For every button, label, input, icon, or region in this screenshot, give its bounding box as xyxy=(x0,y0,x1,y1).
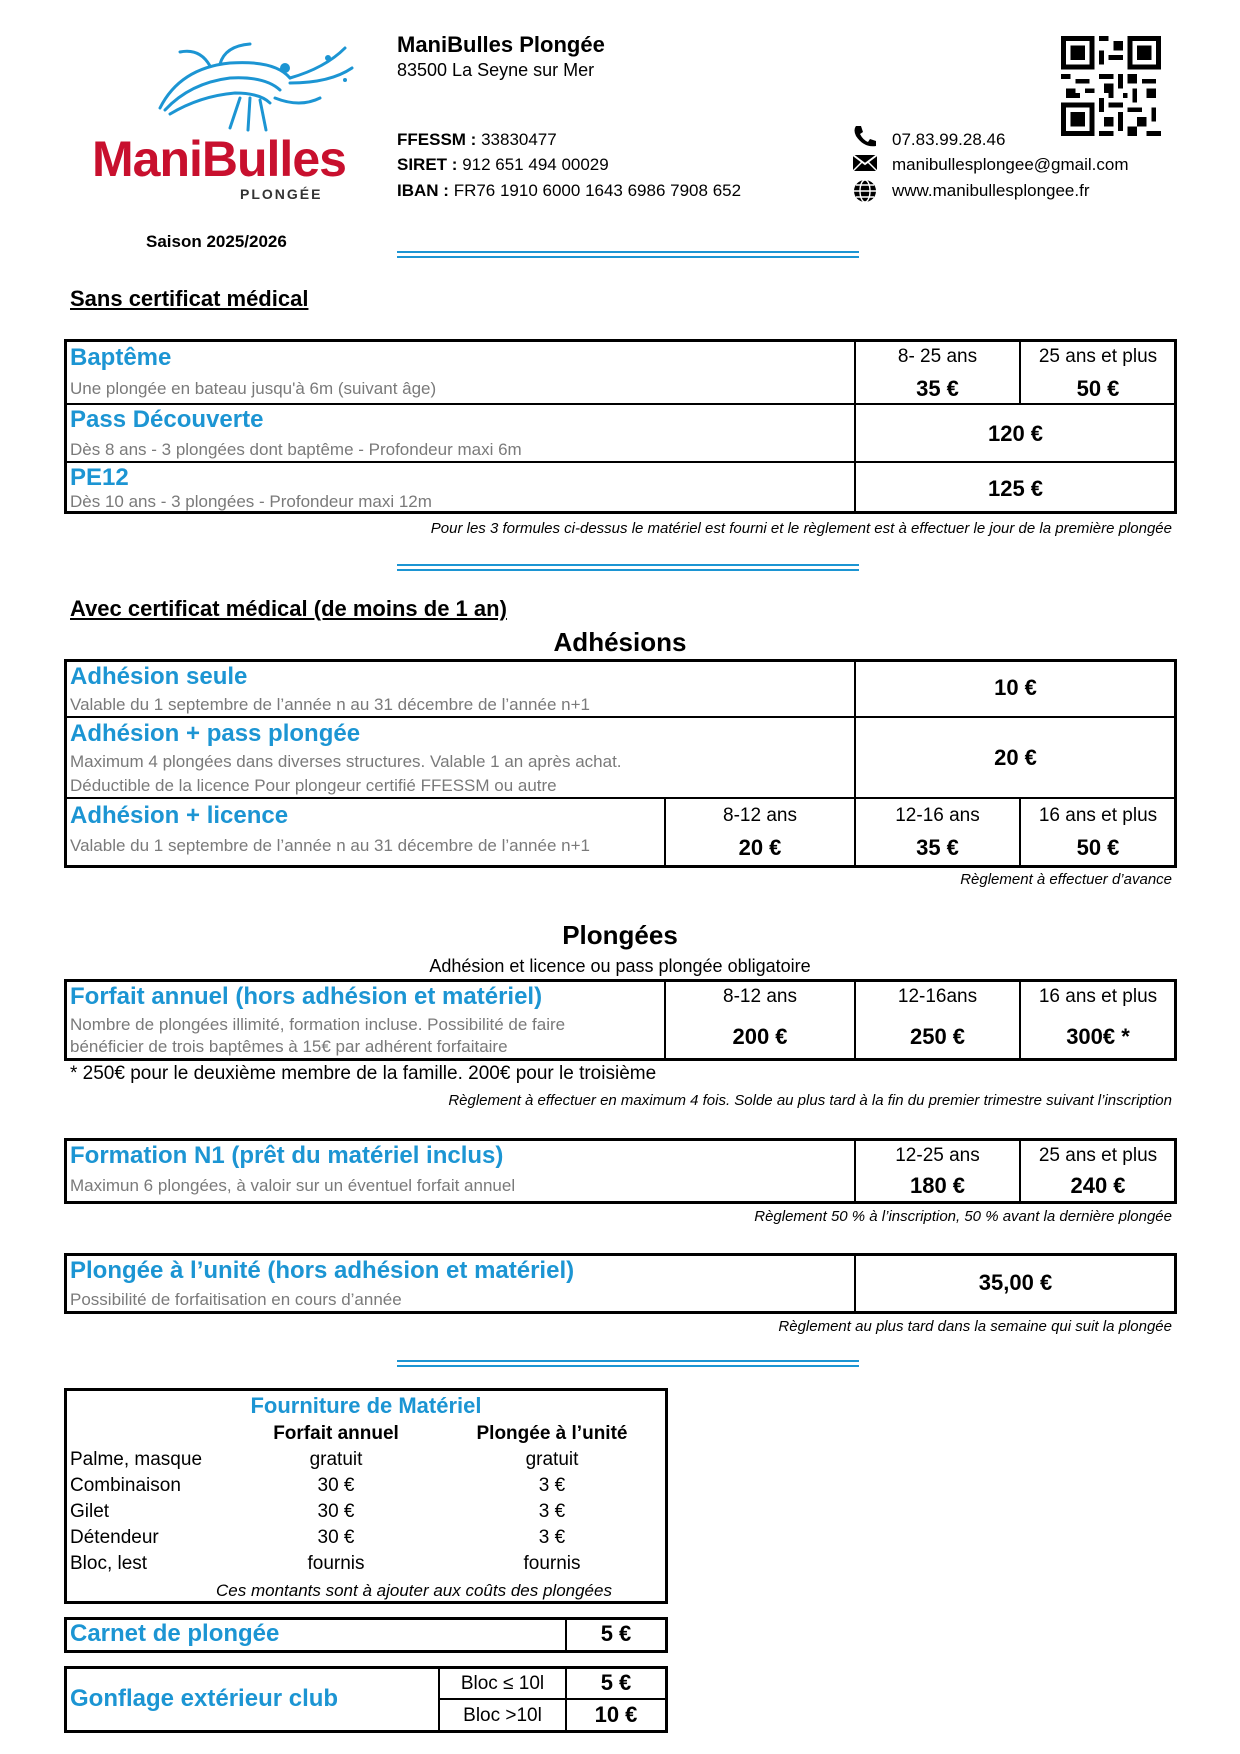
forfait-desc1: Nombre de plongées illimité, formation incluse. Possibilité de faire xyxy=(70,1015,566,1034)
adhesion-licence-col2-label: 12-16 ans xyxy=(895,805,980,826)
formation-col2-label: 25 ans et plus xyxy=(1038,1145,1158,1166)
forfait-note: Règlement à effectuer en maximum 4 fois. Solde au plus tard à la fin du premier trimestre suivant l’inscription xyxy=(448,1092,1172,1109)
adhesion-seule-price: 10 € xyxy=(994,675,1037,700)
iban-line xyxy=(397,181,741,201)
materiel-item: Gilet xyxy=(70,1501,110,1522)
divider xyxy=(65,797,1175,799)
mail-icon xyxy=(852,154,878,172)
logo xyxy=(90,38,370,208)
materiel-unite: 3 € xyxy=(538,1475,566,1496)
materiel-forfait: gratuit xyxy=(309,1449,363,1470)
adhesion-licence-col1-price: 20 € xyxy=(738,835,782,860)
formation-col2-price: 240 € xyxy=(1070,1173,1126,1198)
materiel-forfait: 30 € xyxy=(317,1475,355,1496)
bapteme-col2-label: 25 ans et plus xyxy=(1038,346,1158,367)
pass-decouverte-price: 120 € xyxy=(987,421,1044,446)
sans-certificat-note: Pour les 3 formules ci-dessus le matériel est fourni et le règlement est à effectuer le jour de la première plongée xyxy=(430,520,1172,537)
siret-label: SIRET : xyxy=(397,155,458,174)
forfait-footnote: * 250€ pour le deuxième membre de la famille. 200€ pour le troisième xyxy=(70,1063,657,1084)
forfait-col2-label: 12-16ans xyxy=(897,986,978,1007)
materiel-item: Palme, masque xyxy=(70,1449,203,1470)
unite-note: Règlement au plus tard dans la semaine qui suit la plongée xyxy=(778,1318,1172,1335)
divider xyxy=(65,461,1175,463)
carnet-title: Carnet de plongée xyxy=(70,1620,280,1647)
gonflage-row2-label: Bloc >10l xyxy=(463,1705,542,1726)
materiel-title: Fourniture de Matériel xyxy=(250,1393,482,1418)
materiel-forfait: fournis xyxy=(307,1553,365,1574)
adhesion-pass-desc2: Déductible de la licence Pour plongeur certifié FFESSM ou autre xyxy=(70,776,557,795)
materiel-forfait: 30 € xyxy=(317,1527,355,1548)
formation-col1-label: 12-25 ans xyxy=(895,1145,980,1166)
adhesion-licence-col3-price: 50 € xyxy=(1076,835,1120,860)
divider xyxy=(65,403,1175,405)
bapteme-col1-label: 8- 25 ans xyxy=(897,346,978,367)
gonflage-row2-price: 10 € xyxy=(594,1702,638,1727)
forfait-desc2: bénéficier de trois baptêmes à 15€ par adhérent forfaitaire xyxy=(70,1037,508,1056)
section-heading-avec-certificat: Avec certificat médical (de moins de 1 an) xyxy=(70,596,507,621)
plongees-subtitle: Adhésion et licence ou pass plongée obligatoire xyxy=(429,956,811,976)
materiel-unite: 3 € xyxy=(538,1501,566,1522)
forfait-col1-price: 200 € xyxy=(732,1024,788,1049)
forfait-col3-price: 300€ * xyxy=(1066,1024,1130,1049)
pe12-desc: Dès 10 ans - 3 plongées - Profondeur maxi 12m xyxy=(70,492,432,511)
materiel-forfait: 30 € xyxy=(317,1501,355,1522)
adhesion-licence-col2-price: 35 € xyxy=(916,835,959,860)
adhesion-seule-desc: Valable du 1 septembre de l’année n au 31 décembre de l’année n+1 xyxy=(70,695,590,714)
season-label: Saison 2025/2026 xyxy=(146,232,287,251)
pass-decouverte-desc: Dès 8 ans - 3 plongées dont baptême - Profondeur maxi 6m xyxy=(70,440,522,459)
forfait-col1-label: 8-12 ans xyxy=(723,986,797,1007)
divider xyxy=(439,1698,666,1700)
ffessm-label: FFESSM : xyxy=(397,130,477,149)
qr-code xyxy=(1058,36,1164,136)
separator xyxy=(397,251,859,258)
materiel-unite: 3 € xyxy=(538,1527,566,1548)
gonflage-row1-label: Bloc ≤ 10l xyxy=(460,1673,545,1694)
formation-desc: Maximun 6 plongées, à valoir sur un éventuel forfait annuel xyxy=(70,1176,516,1195)
adhesion-licence-title: Adhésion + licence xyxy=(70,802,289,829)
forfait-title: Forfait annuel (hors adhésion et matériel) xyxy=(70,983,543,1010)
separator xyxy=(397,564,859,571)
logo-subtext: PLONGÉE xyxy=(240,186,323,202)
bapteme-desc: Une plongée en bateau jusqu'à 6m (suivant âge) xyxy=(70,379,437,398)
adhesion-licence-col3-label: 16 ans et plus xyxy=(1038,805,1158,826)
club-address: 83500 La Seyne sur Mer xyxy=(397,60,595,80)
divider xyxy=(65,716,1175,718)
formation-title: Formation N1 (prêt du matériel inclus) xyxy=(70,1142,504,1169)
adhesion-seule-title: Adhésion seule xyxy=(70,663,248,690)
adhesion-licence-desc: Valable du 1 septembre de l’année n au 31 décembre de l’année n+1 xyxy=(70,836,590,855)
materiel-note: Ces montants sont à ajouter aux coûts des plongées xyxy=(216,1581,612,1600)
carnet-price: 5 € xyxy=(600,1621,632,1646)
adhesion-pass-price: 20 € xyxy=(994,745,1037,770)
adhesion-pass-desc1: Maximum 4 plongées dans diverses structures. Valable 1 an après achat. xyxy=(70,752,622,771)
adhesion-pass-title: Adhésion + pass plongée xyxy=(70,720,361,747)
logo-text: ManiBulles xyxy=(92,131,346,187)
bapteme-col1-price: 35 € xyxy=(916,376,959,401)
adhesions-title: Adhésions xyxy=(553,627,687,657)
bapteme-col2-price: 50 € xyxy=(1076,376,1120,401)
materiel-item: Combinaison xyxy=(70,1475,181,1496)
ffessm-value: 33830477 xyxy=(481,130,557,149)
materiel-item: Détendeur xyxy=(70,1527,159,1548)
materiel-col1-header: Forfait annuel xyxy=(273,1423,399,1444)
materiel-col2-header: Plongée à l’unité xyxy=(476,1423,628,1444)
section-heading-sans-certificat: Sans certificat médical xyxy=(70,286,309,311)
email-link[interactable]: manibullesplongee@gmail.com xyxy=(892,155,1129,174)
formation-col1-price: 180 € xyxy=(909,1173,966,1198)
materiel-item: Bloc, lest xyxy=(70,1553,148,1574)
unite-desc: Possibilité de forfaitisation en cours d’année xyxy=(70,1290,402,1309)
plongees-title: Plongées xyxy=(562,920,678,950)
separator xyxy=(397,1360,859,1367)
club-name: ManiBulles Plongée xyxy=(397,32,605,57)
adhesion-licence-col1-label: 8-12 ans xyxy=(723,805,797,826)
materiel-unite: fournis xyxy=(523,1553,581,1574)
unite-price: 35,00 € xyxy=(978,1270,1053,1295)
unite-title: Plongée à l’unité (hors adhésion et matériel) xyxy=(70,1257,575,1284)
website-link[interactable]: www.manibullesplongee.fr xyxy=(892,181,1090,200)
phone-icon xyxy=(852,124,878,148)
iban-label: IBAN : xyxy=(397,181,449,200)
forfait-col3-label: 16 ans et plus xyxy=(1038,986,1158,1007)
bapteme-title: Baptême xyxy=(70,344,172,371)
siret-line xyxy=(397,155,609,175)
pass-decouverte-title: Pass Découverte xyxy=(70,406,264,433)
adhesions-note: Règlement à effectuer d’avance xyxy=(960,871,1172,888)
phone-number[interactable]: 07.83.99.28.46 xyxy=(892,130,1006,149)
pe12-title: PE12 xyxy=(70,464,129,491)
ffessm-line xyxy=(397,130,557,150)
globe-icon xyxy=(852,178,878,204)
forfait-col2-price: 250 € xyxy=(909,1024,966,1049)
gonflage-title: Gonflage extérieur club xyxy=(70,1685,339,1712)
pe12-price: 125 € xyxy=(987,476,1044,501)
iban-value: FR76 1910 6000 1643 6986 7908 652 xyxy=(453,181,742,200)
gonflage-row1-price: 5 € xyxy=(600,1670,632,1695)
formation-note: Règlement 50 % à l’inscription, 50 % avant la dernière plongée xyxy=(754,1208,1172,1225)
siret-value: 912 651 494 00029 xyxy=(462,155,609,174)
materiel-unite: gratuit xyxy=(525,1449,579,1470)
